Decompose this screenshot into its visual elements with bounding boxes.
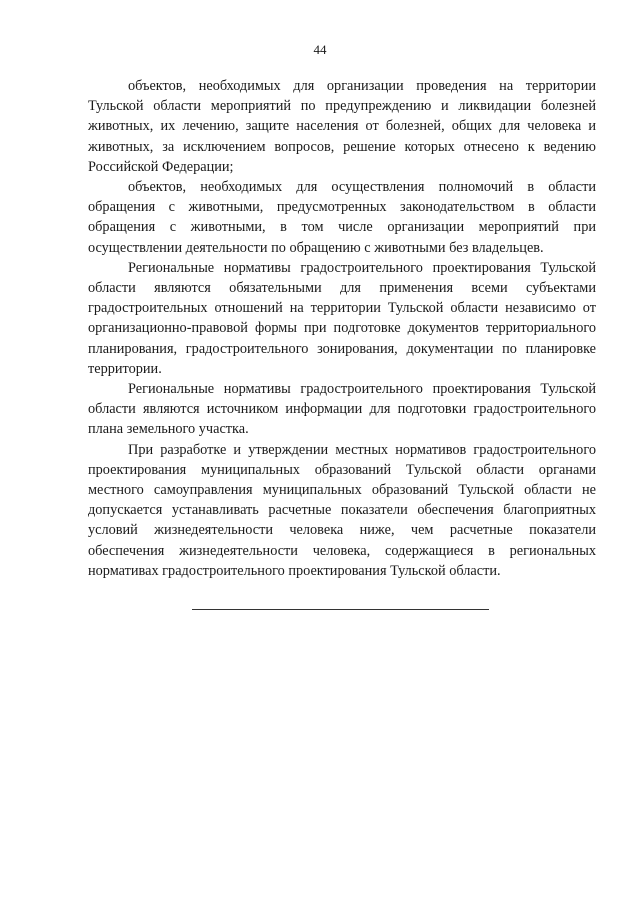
paragraph-animal-handling-objects: объектов, необходимых для осуществления полномочий в области обращения с животными, предусмотренных законодательством в области обращения с животными, в том числе организации мероприятий при осуществлении деятельности по обращению с животными без владельцев. <box>88 179 596 256</box>
page-number: 44 <box>313 42 327 57</box>
end-divider-line <box>192 609 489 610</box>
paragraph-local-norms: При разработке и утверждении местных нормативов градостроительного проектирования муниципальных образований Тульской области органами местного самоуправления муниципальных образований Тульской области не допускается устанавливать расчетные показатели обеспечения благоприятных условий жизнедеятельности человека ниже, чем расчетные показатели обеспечения жизнедеятельности человека, содержащиеся в региональных нормативах градостроительного проектирования Тульской области. <box>88 441 596 579</box>
document-body <box>88 76 596 581</box>
paragraph-mandatory-norms: Региональные нормативы градостроительного проектирования Тульской области являются обязательными для применения всеми субъектами градостроительных отношений на территории Тульской области независимо от организационно-правовой формы при подготовке документов территориального планирования, градостроительного зонирования, документации по планировке территории. <box>88 259 596 377</box>
paragraph-information-source: Региональные нормативы градостроительного проектирования Тульской области являются источником информации для подготовки градостроительного плана земельного участка. <box>88 381 596 438</box>
paragraph-veterinary-objects: объектов, необходимых для организации проведения на территории Тульской области мероприятий по предупреждению и ликвидации болезней животных, их лечению, защите населения от болезней, общих для человека и животных, за исключением вопросов, решение которых отнесено к ведению Российской Федерации; <box>88 78 596 175</box>
